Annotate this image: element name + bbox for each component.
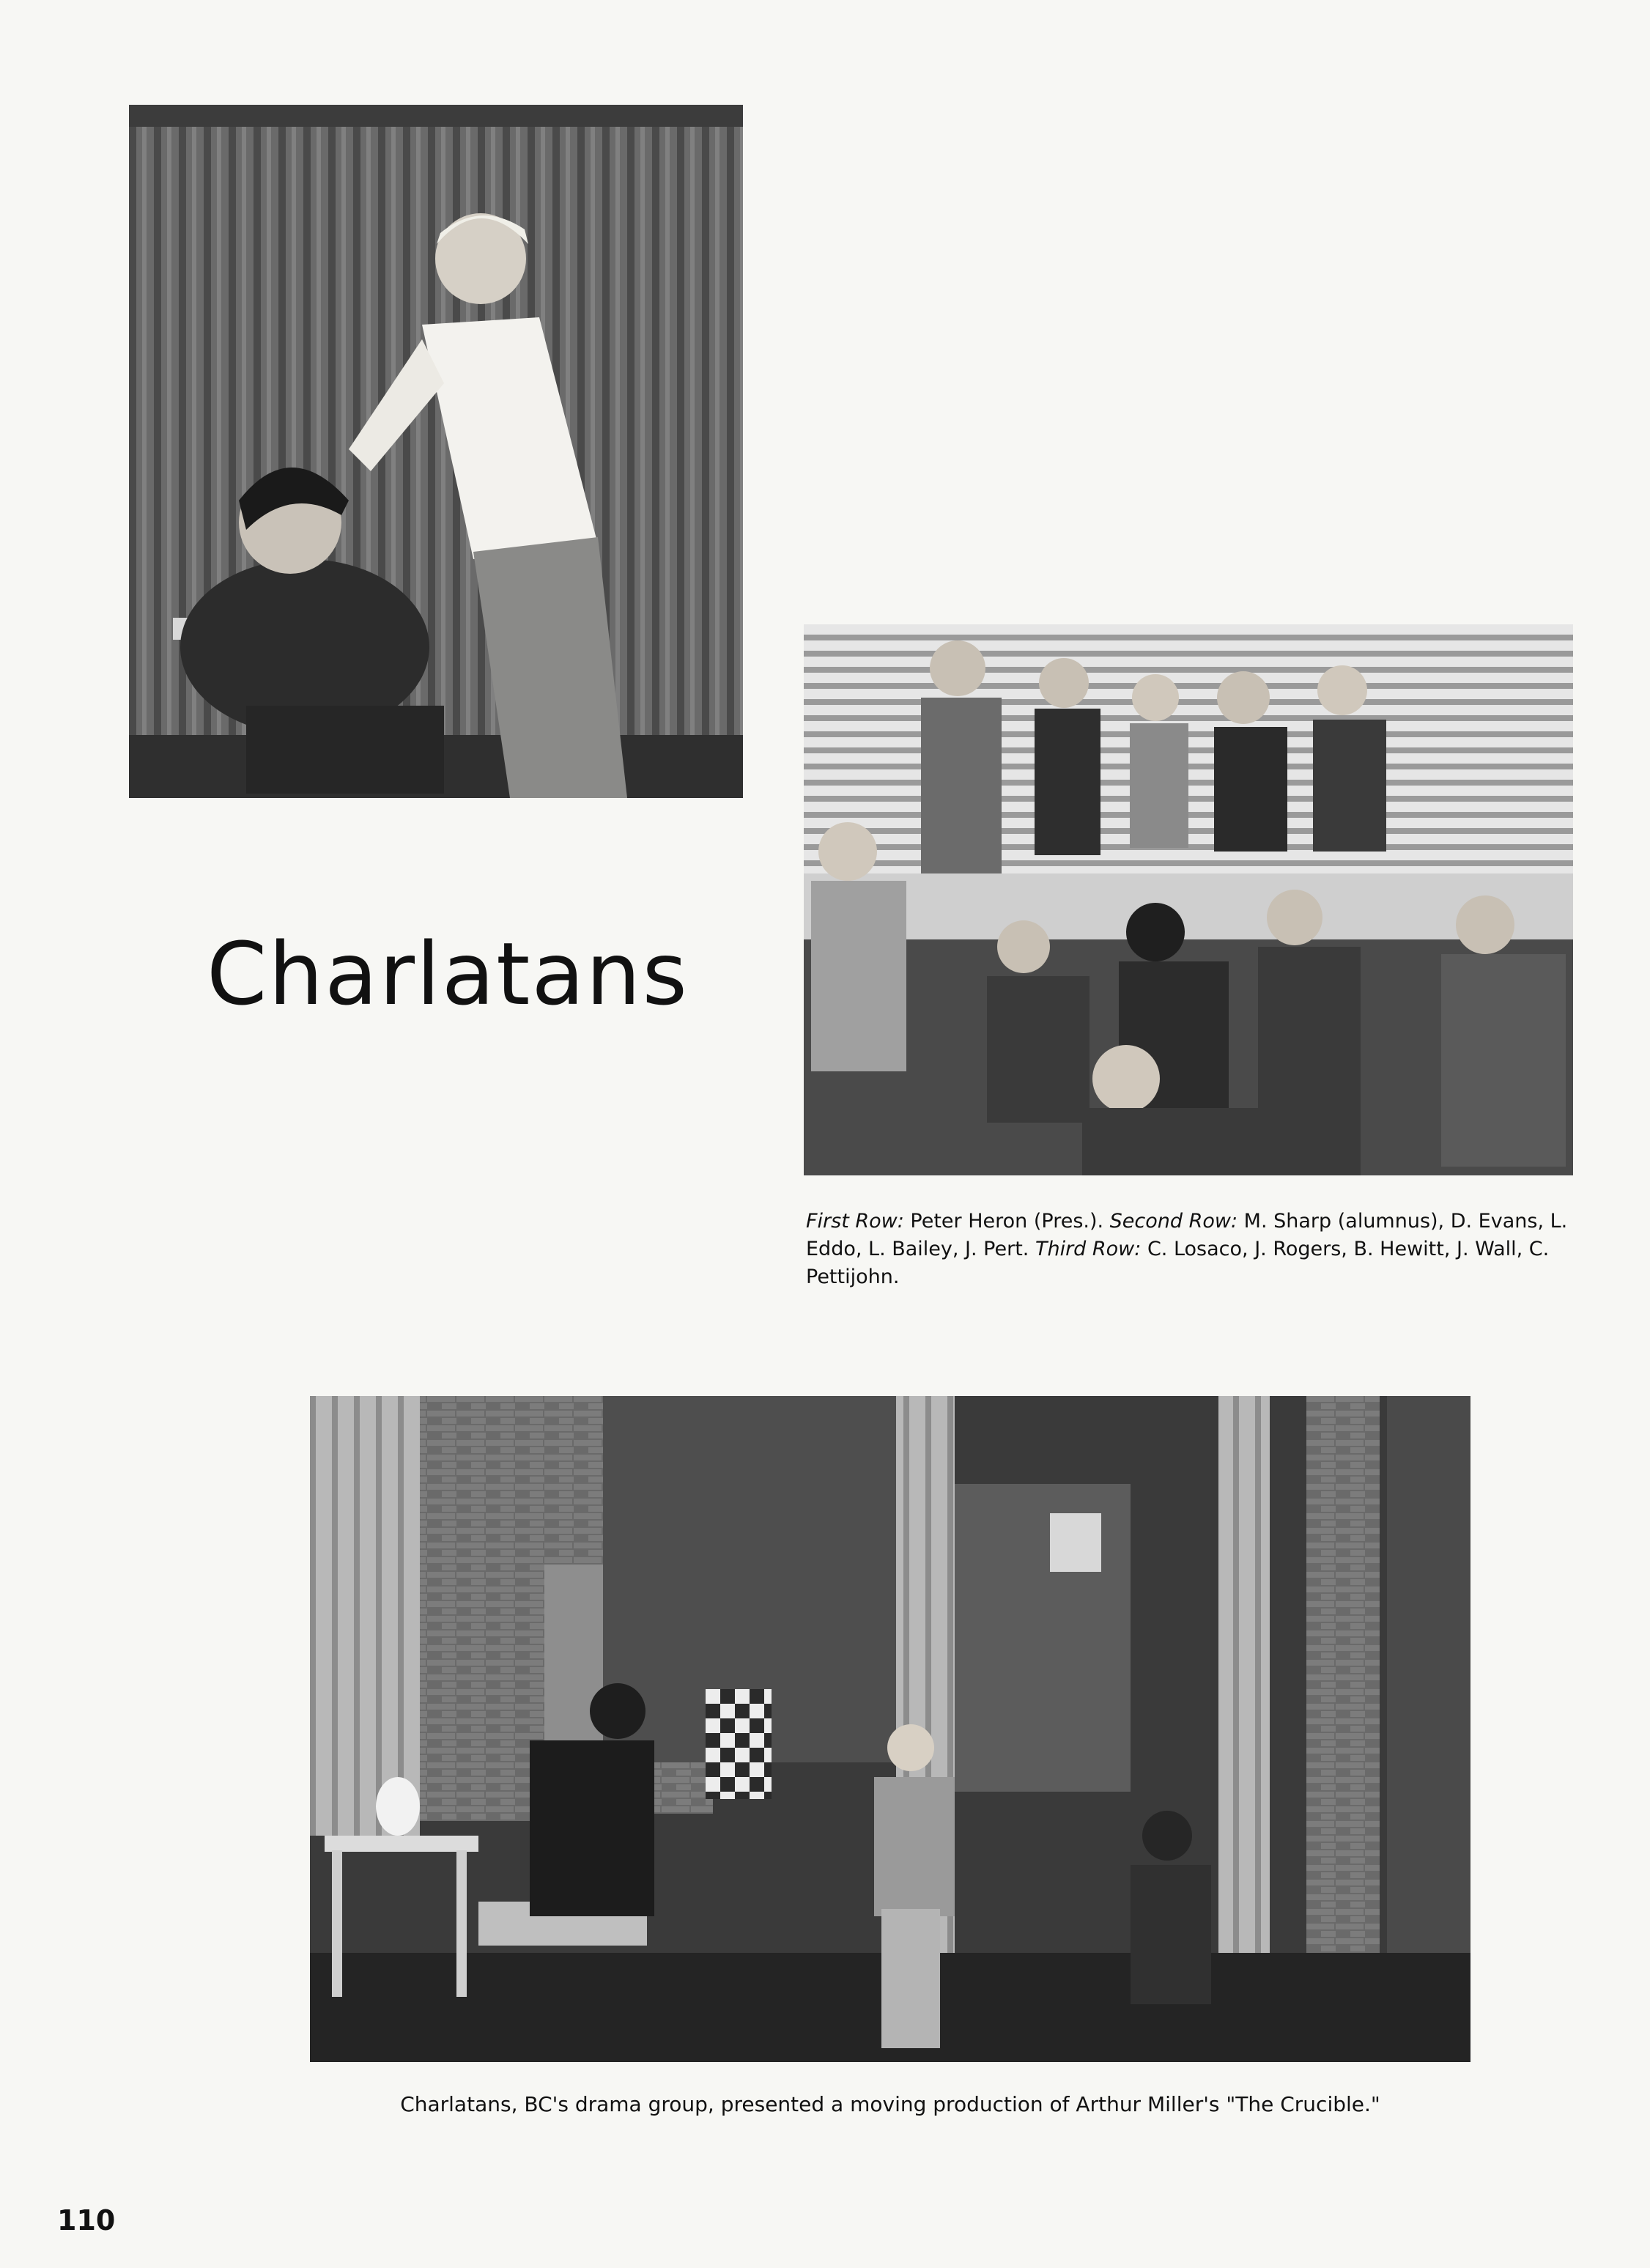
first-row-names: Peter Heron (Pres.). (903, 1210, 1110, 1233)
group-photo-caption (806, 1208, 1583, 1291)
section-title: Charlatans (207, 923, 689, 1024)
second-row-label: Second Row: (1109, 1210, 1238, 1233)
rehearsal-photo (129, 105, 743, 798)
first-row-label: First Row: (806, 1210, 904, 1233)
stage-photo-caption: Charlatans, BC's drama group, presented a moving production of Arthur Miller's "The Crucible." (400, 2092, 1380, 2116)
stage-production-photo (310, 1396, 1470, 2062)
group-photo (804, 624, 1573, 1175)
second-row-names: M. Sharp (alumnus), D. Evans, L. Eddo, L. Bailey, J. Pert. (806, 1210, 1568, 1260)
third-row-label: Third Row: (1035, 1238, 1142, 1260)
page-number: 110 (57, 2204, 116, 2236)
third-row-names: C. Losaco, J. Rogers, B. Hewitt, J. Wall, C. Pettijohn. (806, 1238, 1550, 1288)
